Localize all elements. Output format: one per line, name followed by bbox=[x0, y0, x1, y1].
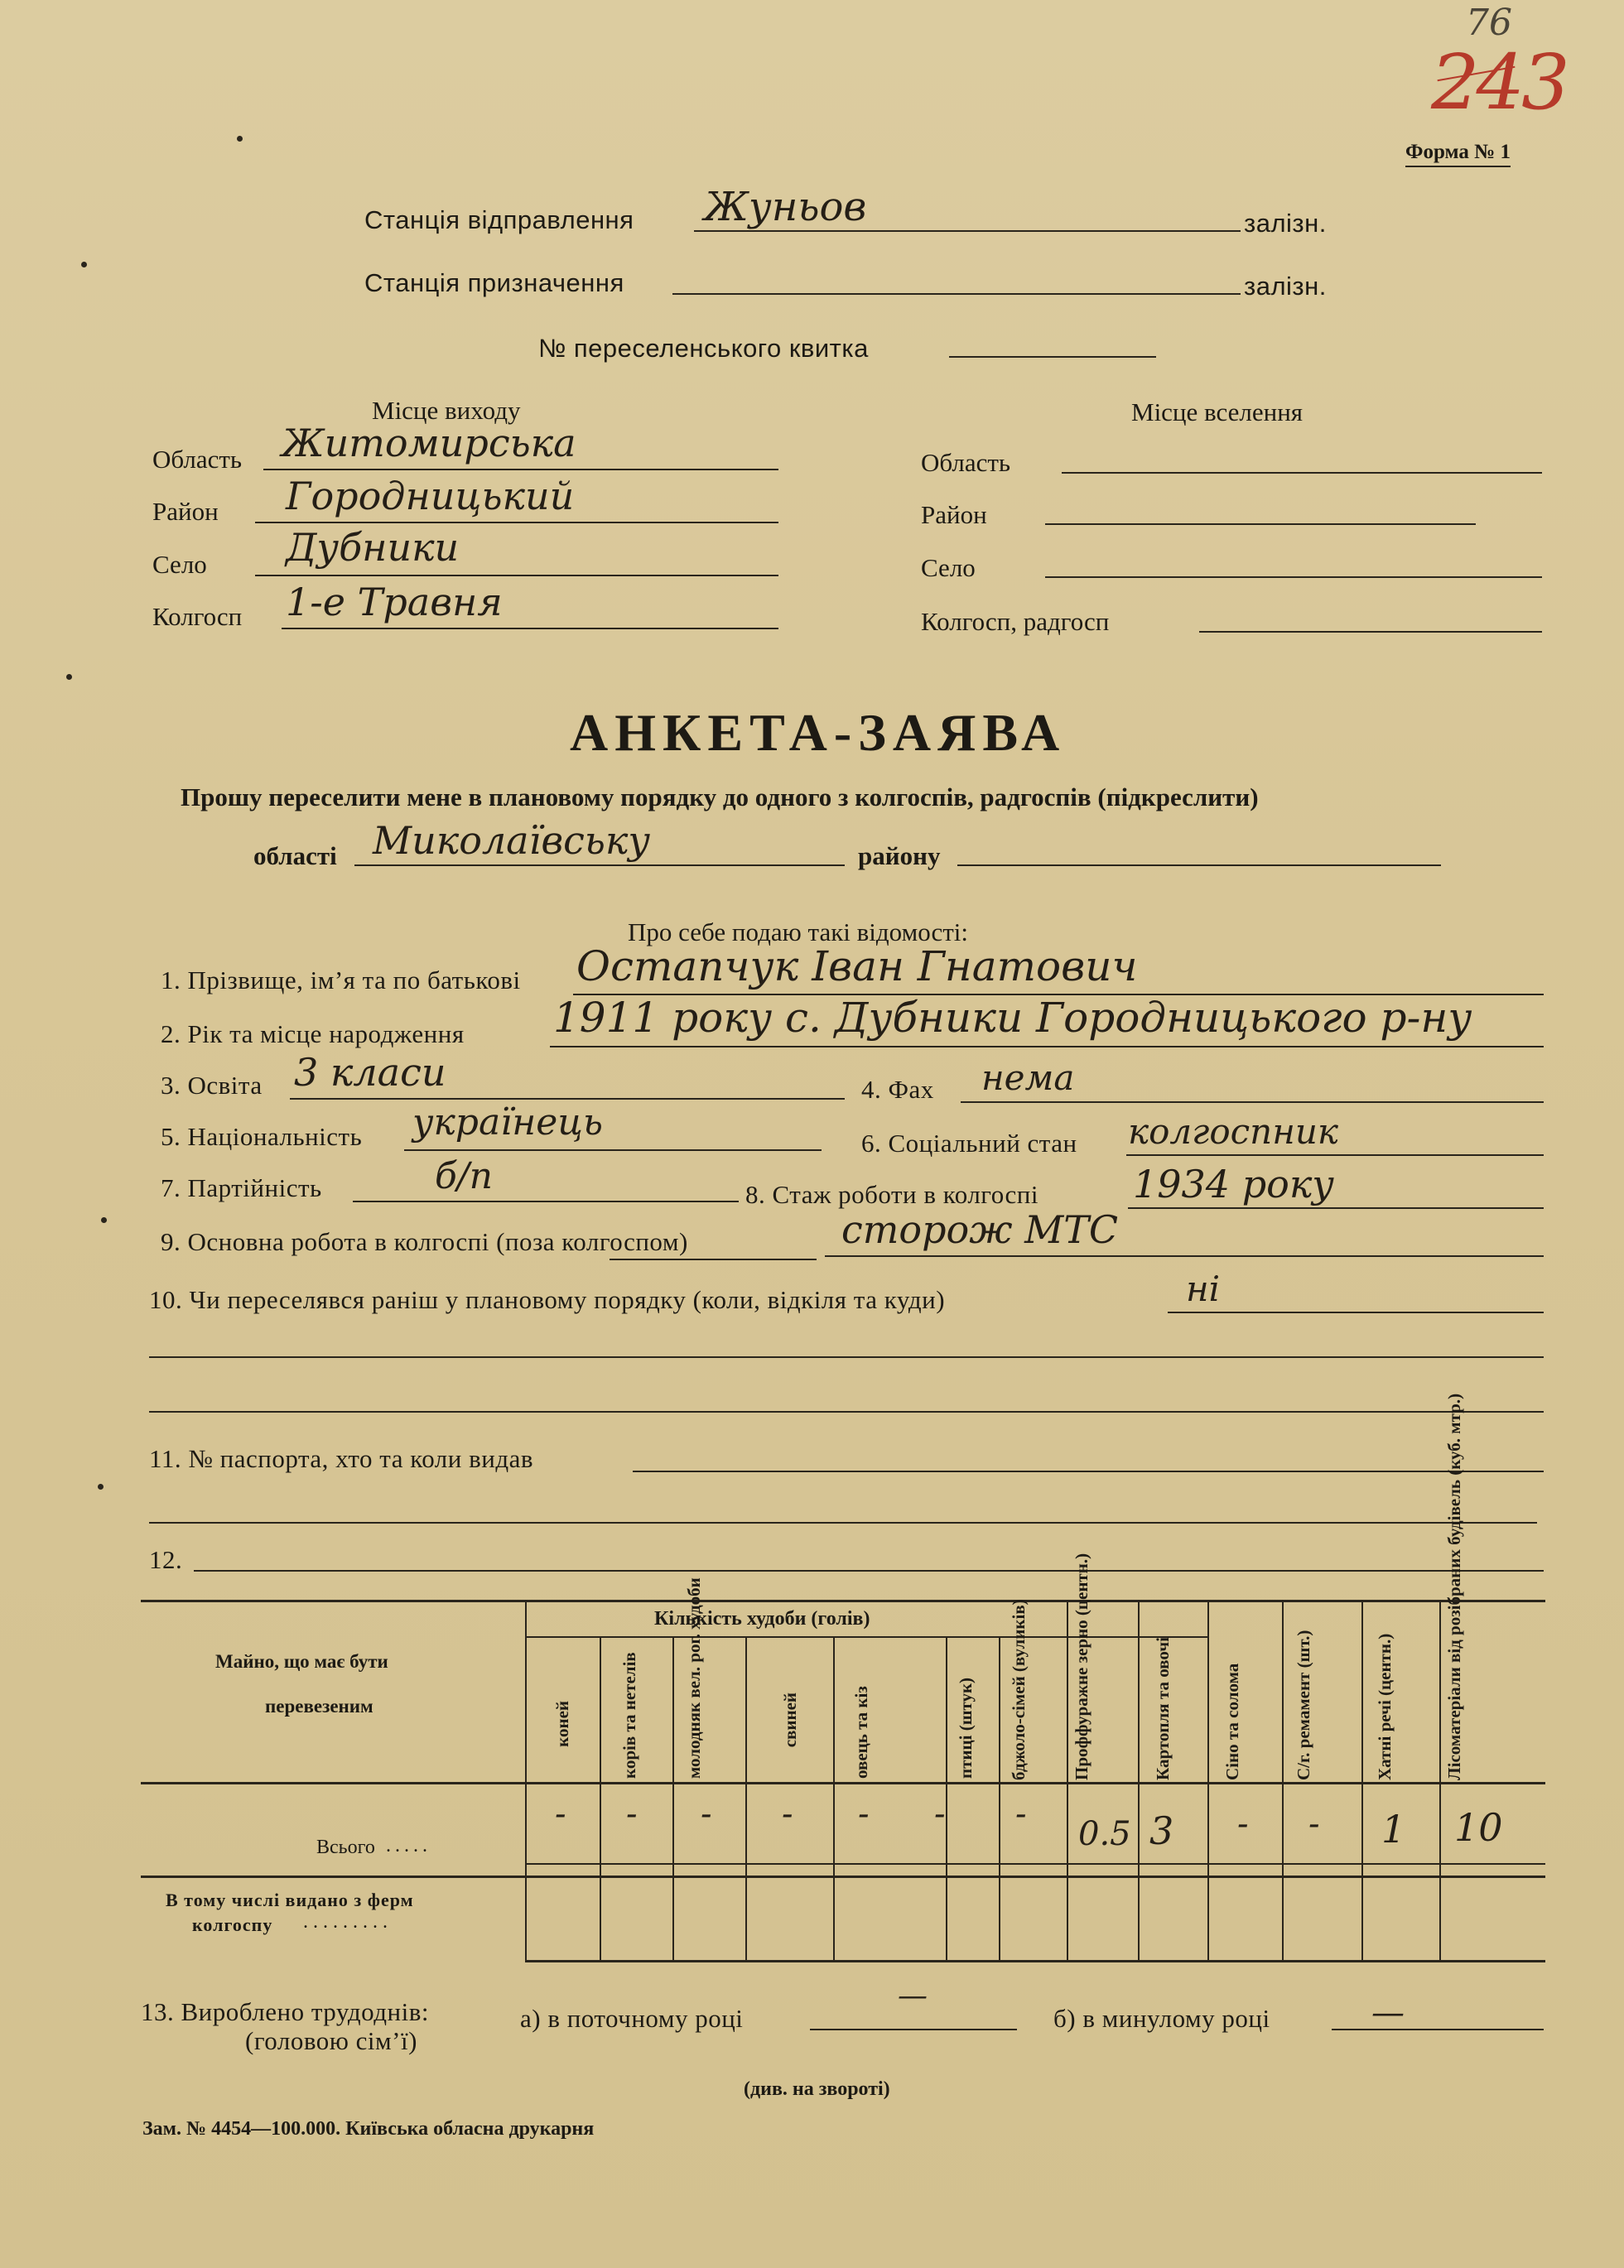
q9-label: 9. Основна робота в колгоспі (поза колгоспом) bbox=[161, 1227, 688, 1256]
col-poultry: птиці (штук) bbox=[956, 1677, 976, 1779]
origin-kolkhoz-line bbox=[282, 628, 778, 629]
total-pigs: - bbox=[782, 1795, 793, 1833]
total-horses: - bbox=[555, 1795, 566, 1833]
q2-value: 1911 року с. Дубники Городницького р-ну bbox=[553, 994, 1472, 1042]
destination-station-line bbox=[672, 293, 1241, 295]
workdays-previous-line bbox=[1332, 2029, 1544, 2030]
q3-label: 3. Освіта bbox=[161, 1071, 263, 1100]
col-young-cattle: молодняк вел. рог. худоби bbox=[684, 1577, 704, 1779]
departure-station-line bbox=[694, 230, 1241, 232]
row-farm-label-1: В тому числі видано з ферм bbox=[166, 1890, 414, 1910]
request-raion-line bbox=[957, 864, 1441, 866]
settlement-heading: Місце вселення bbox=[1131, 397, 1304, 426]
total-poultry: - bbox=[934, 1795, 946, 1833]
speck bbox=[237, 136, 243, 142]
settlement-oblast-line bbox=[1062, 472, 1542, 474]
settlement-raion-line bbox=[1045, 523, 1476, 525]
origin-raion-value: Городницький bbox=[286, 474, 575, 518]
workdays-current-label: а) в поточному році bbox=[520, 2004, 744, 2033]
origin-kolkhoz-label: Колгосп bbox=[152, 602, 243, 631]
speck bbox=[81, 262, 87, 267]
request-oblast-label: області bbox=[253, 841, 337, 870]
settlement-oblast-label: Область bbox=[921, 448, 1011, 477]
workdays-current-line bbox=[810, 2029, 1017, 2030]
total-timber: 10 bbox=[1454, 1805, 1503, 1850]
col-potatoes: Картопля та овочі bbox=[1153, 1636, 1173, 1780]
col-bee-families: бджоло-сімей (вуликів) bbox=[1009, 1599, 1029, 1780]
origin-village-value: Дубники bbox=[286, 525, 460, 570]
total-cows: - bbox=[626, 1795, 638, 1833]
col-timber: Лісоматеріали від розібраних будівель (куб. мтр.) bbox=[1444, 1393, 1464, 1780]
q11-line bbox=[633, 1471, 1544, 1472]
origin-raion-label: Район bbox=[152, 497, 219, 526]
row-total-dots: ..... bbox=[386, 1835, 431, 1856]
see-back-note: (див. на звороті) bbox=[744, 2078, 890, 2100]
archive-mark-number: 243 bbox=[1431, 38, 1567, 127]
workdays-label-2: (головою сім’ї) bbox=[245, 2026, 417, 2055]
livestock-header: Кількість худоби (голів) bbox=[654, 1608, 870, 1630]
col-hay: Сіно та солома bbox=[1222, 1663, 1242, 1780]
total-household: 1 bbox=[1381, 1807, 1406, 1851]
q12-line bbox=[194, 1570, 1544, 1572]
request-text: Прошу переселити мене в плановому порядку до одного з колгоспів, радгоспів (підкреслити) bbox=[181, 782, 1259, 811]
departure-station-value: Жуньов bbox=[704, 184, 867, 230]
q4-value: нема bbox=[981, 1057, 1075, 1098]
q1-label: 1. Прізвище, ім’я та по батькові bbox=[161, 965, 521, 994]
destination-rail-suffix: залізн. bbox=[1244, 272, 1327, 301]
total-sheep-goats: - bbox=[858, 1795, 870, 1833]
q10-label: 10. Чи переселявся раніш у плановому порядку (коли, відкіля та куди) bbox=[149, 1285, 946, 1314]
request-raion-label: району bbox=[858, 841, 941, 870]
departure-rail-suffix: залізн. bbox=[1244, 209, 1327, 238]
q3-value: 3 класи bbox=[294, 1050, 446, 1095]
total-bee-families: - bbox=[1015, 1795, 1027, 1833]
request-oblast-value: Миколаївську bbox=[373, 818, 651, 863]
q5-line bbox=[404, 1149, 822, 1151]
q6-line bbox=[1126, 1154, 1544, 1156]
about-label: Про себе подаю такі відомості: bbox=[628, 917, 969, 946]
printer-imprint: Зам. № 4454—100.000. Київська обласна друкарня bbox=[142, 2118, 595, 2140]
q6-value: колгоспник bbox=[1128, 1111, 1338, 1152]
speck bbox=[98, 1484, 104, 1490]
q7-value: б/п bbox=[435, 1155, 494, 1197]
q8-label: 8. Стаж роботи в колгоспі bbox=[745, 1180, 1038, 1209]
ticket-number-label: № переселенського квитка bbox=[538, 334, 869, 363]
workdays-current-value: — bbox=[898, 1979, 928, 2013]
q1-value: Остапчук Іван Гнатович bbox=[576, 942, 1138, 990]
table-corner-line1: Майно, що має бути bbox=[215, 1651, 388, 1672]
q8-value: 1934 року bbox=[1133, 1162, 1334, 1206]
q6-label: 6. Соціальний стан bbox=[861, 1129, 1077, 1158]
q11-line-2 bbox=[149, 1522, 1537, 1524]
table-corner-line2: перевезеним bbox=[265, 1696, 373, 1717]
col-equipment: С/г. ремамент (шт.) bbox=[1294, 1630, 1313, 1780]
total-young-cattle: - bbox=[701, 1795, 712, 1833]
settlement-village-line bbox=[1045, 576, 1542, 578]
q7-line bbox=[353, 1201, 739, 1202]
col-pigs: свиней bbox=[780, 1693, 800, 1748]
speck bbox=[66, 674, 72, 680]
col-grain: Проффуражне зерно (центн.) bbox=[1072, 1553, 1092, 1780]
origin-raion-line bbox=[255, 522, 778, 523]
archive-mark-top: 76 bbox=[1466, 2, 1512, 44]
speck bbox=[101, 1217, 107, 1223]
col-household: Хатні речі (центн.) bbox=[1375, 1633, 1395, 1780]
q5-label: 5. Національність bbox=[161, 1122, 363, 1151]
row-farm-dots: ......... bbox=[303, 1911, 393, 1933]
origin-kolkhoz-value: 1-е Травня bbox=[286, 580, 503, 624]
q2-label: 2. Рік та місце народження bbox=[161, 1019, 465, 1048]
q10-line-2 bbox=[149, 1356, 1544, 1358]
workdays-label-1: 13. Вироблено трудоднів: bbox=[141, 1997, 430, 2026]
destination-station-label: Станція призначення bbox=[364, 268, 624, 297]
q7-label: 7. Партійність bbox=[161, 1173, 322, 1202]
row-total-label: Всього bbox=[316, 1837, 375, 1858]
ticket-number-line bbox=[949, 356, 1156, 358]
q9-value: сторож МТС bbox=[841, 1207, 1119, 1252]
form-number: Форма № 1 bbox=[1405, 141, 1511, 167]
q10-line-3 bbox=[149, 1411, 1544, 1413]
col-sheep-goats: овець та кіз bbox=[851, 1686, 871, 1779]
q2-line bbox=[550, 1046, 1544, 1047]
settlement-village-label: Село bbox=[921, 553, 976, 582]
q8-line bbox=[1128, 1207, 1544, 1209]
q11-label: 11. № паспорта, хто та коли видав bbox=[149, 1444, 533, 1473]
q4-line bbox=[961, 1101, 1544, 1103]
q10-line bbox=[1168, 1312, 1544, 1313]
q5-value: українець bbox=[412, 1101, 603, 1144]
origin-heading: Місце виходу bbox=[372, 396, 521, 425]
q12-label: 12. bbox=[149, 1545, 183, 1574]
total-equipment: - bbox=[1308, 1805, 1320, 1843]
workdays-previous-value: — bbox=[1371, 1994, 1405, 2032]
workdays-previous-label: б) в минулому році bbox=[1053, 2004, 1270, 2033]
total-grain: 0.5 bbox=[1078, 1815, 1131, 1853]
form-title: АНКЕТА-ЗАЯВА bbox=[570, 703, 1067, 762]
origin-oblast-value: Житомирська bbox=[282, 421, 576, 465]
settlement-kolkhoz-label: Колгосп, радгосп bbox=[921, 607, 1110, 636]
q9-under-kolhosp bbox=[610, 1259, 817, 1260]
origin-oblast-line bbox=[263, 469, 778, 470]
q9-line bbox=[825, 1255, 1544, 1257]
total-hay: - bbox=[1237, 1805, 1249, 1843]
origin-village-line bbox=[255, 575, 778, 576]
q4-label: 4. Фах bbox=[861, 1075, 934, 1104]
q10-value: ні bbox=[1186, 1269, 1221, 1309]
row-farm-label-2: колгоспу bbox=[192, 1914, 273, 1935]
settlement-kolkhoz-line bbox=[1199, 631, 1542, 633]
col-horses: коней bbox=[552, 1701, 572, 1747]
col-cows: корів та нетелів bbox=[619, 1652, 639, 1779]
settlement-raion-label: Район bbox=[921, 500, 987, 529]
q3-line bbox=[290, 1098, 845, 1100]
origin-oblast-label: Область bbox=[152, 445, 243, 474]
departure-station-label: Станція відправлення bbox=[364, 205, 634, 234]
origin-village-label: Село bbox=[152, 550, 207, 579]
total-potatoes: 3 bbox=[1149, 1808, 1174, 1853]
request-oblast-line bbox=[354, 864, 845, 866]
